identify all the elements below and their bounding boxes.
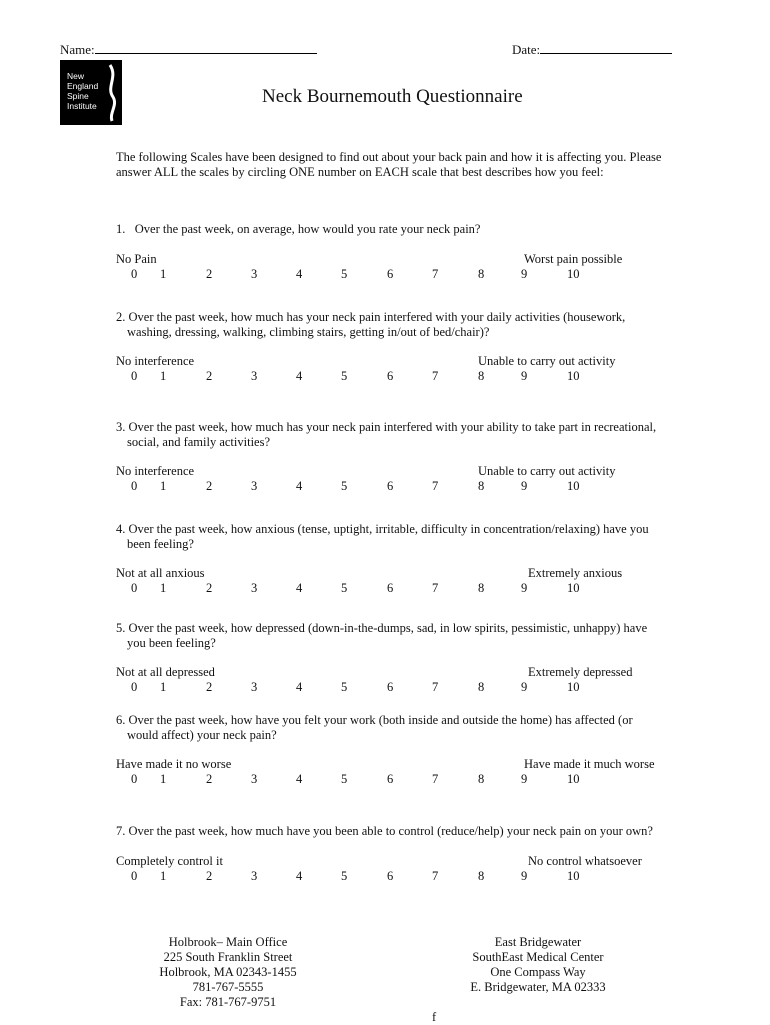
scale-min-label: Completely control it	[116, 854, 223, 868]
scale-option-4[interactable]: 4	[296, 369, 303, 383]
scale-option-1[interactable]: 1	[160, 869, 167, 883]
logo-line-4: Institute	[67, 101, 97, 111]
scale-min-label: Not at all anxious	[116, 566, 205, 580]
logo-text	[67, 71, 98, 111]
scale-min-label: No interference	[116, 354, 195, 368]
scale-option-6[interactable]: 6	[387, 369, 394, 383]
scale-option-1[interactable]: 1	[160, 581, 167, 595]
scale-max-label: Have made it much worse	[524, 757, 655, 771]
scale-option-7[interactable]: 7	[432, 869, 439, 883]
intro-line-2: answer ALL the scales by circling ONE number on EACH scale that best describes how you feel:	[116, 165, 604, 179]
scale-option-2[interactable]: 2	[206, 267, 213, 281]
scale-option-4[interactable]: 4	[296, 267, 303, 281]
date-field	[512, 40, 672, 58]
scale-option-4[interactable]: 4	[296, 479, 303, 493]
question-1	[116, 222, 676, 281]
question-text-continued: you been feeling?	[127, 636, 216, 650]
scale-option-9[interactable]: 9	[521, 772, 528, 786]
scale-option-6[interactable]: 6	[387, 479, 394, 493]
question-2	[116, 310, 676, 383]
scale-min-label: No Pain	[116, 252, 157, 266]
footer-east-bridgewater	[438, 935, 638, 995]
date-line[interactable]	[540, 40, 672, 54]
scale-option-8[interactable]: 8	[478, 369, 485, 383]
scale-option-5[interactable]: 5	[341, 772, 348, 786]
scale-option-3[interactable]: 3	[251, 680, 258, 694]
scale-max-label: Extremely depressed	[528, 665, 633, 679]
scale-option-5[interactable]: 5	[341, 479, 348, 493]
scale-option-10[interactable]: 10	[567, 680, 580, 694]
spine-curve-icon	[106, 63, 120, 123]
scale-option-8[interactable]: 8	[478, 581, 485, 595]
scale-option-10[interactable]: 10	[567, 869, 580, 883]
scale-option-2[interactable]: 2	[206, 369, 213, 383]
scale-option-6[interactable]: 6	[387, 869, 394, 883]
scale-option-1[interactable]: 1	[160, 369, 167, 383]
scale-option-4[interactable]: 4	[296, 581, 303, 595]
scale-option-8[interactable]: 8	[478, 772, 485, 786]
scale-option-3[interactable]: 3	[251, 581, 258, 595]
scale-option-9[interactable]: 9	[521, 680, 528, 694]
rating-scale	[116, 369, 676, 384]
scale-option-9[interactable]: 9	[521, 479, 528, 493]
scale-option-8[interactable]: 8	[478, 869, 485, 883]
scale-option-0[interactable]: 0	[131, 680, 138, 694]
question-3	[116, 420, 676, 493]
question-4	[116, 522, 676, 595]
scale-option-10[interactable]: 10	[567, 479, 580, 493]
scale-option-7[interactable]: 7	[432, 369, 439, 383]
scale-option-2[interactable]: 2	[206, 869, 213, 883]
scale-option-4[interactable]: 4	[296, 772, 303, 786]
question-text: 3. Over the past week, how much has your neck pain interfered with your ability to take part in recreational,	[116, 420, 657, 434]
question-6	[116, 713, 676, 786]
scale-option-10[interactable]: 10	[567, 581, 580, 595]
scale-option-6[interactable]: 6	[387, 581, 394, 595]
east-office-line-1: East Bridgewater	[494, 935, 582, 949]
intro-paragraph	[116, 150, 661, 180]
main-office-line-3: Holbrook, MA 02343-1455	[159, 965, 297, 979]
scale-option-0[interactable]: 0	[131, 267, 138, 281]
rating-scale	[116, 267, 676, 282]
scale-option-5[interactable]: 5	[341, 267, 348, 281]
scale-option-6[interactable]: 6	[387, 680, 394, 694]
main-office-line-5: Fax: 781-767-9751	[179, 995, 277, 1009]
rating-scale	[116, 680, 676, 695]
question-text: 6. Over the past week, how have you felt your work (both inside and outside the home) has affected (or	[116, 713, 633, 727]
scale-option-7[interactable]: 7	[432, 772, 439, 786]
scale-option-3[interactable]: 3	[251, 369, 258, 383]
scale-option-2[interactable]: 2	[206, 680, 213, 694]
main-office-line-1: Holbrook– Main Office	[168, 935, 288, 949]
east-office-line-3: One Compass Way	[490, 965, 586, 979]
scale-option-9[interactable]: 9	[521, 581, 528, 595]
scale-option-6[interactable]: 6	[387, 772, 394, 786]
institute-logo	[60, 60, 122, 125]
scale-max-label: Unable to carry out activity	[478, 354, 616, 368]
question-text-continued: washing, dressing, walking, climbing stairs, getting in/out of bed/chair)?	[127, 325, 490, 339]
scale-option-10[interactable]: 10	[567, 267, 580, 281]
scale-option-4[interactable]: 4	[296, 680, 303, 694]
scale-option-10[interactable]: 10	[567, 369, 580, 383]
logo-line-1: New	[67, 71, 85, 81]
scale-max-label: Worst pain possible	[524, 252, 623, 266]
question-text: 4. Over the past week, how anxious (tense, uptight, irritable, difficulty in concentration/relaxing) have you	[116, 522, 649, 536]
scale-option-0[interactable]: 0	[131, 772, 138, 786]
scale-option-3[interactable]: 3	[251, 479, 258, 493]
east-office-line-2: SouthEast Medical Center	[472, 950, 604, 964]
rating-scale	[116, 772, 676, 787]
scale-max-label: Unable to carry out activity	[478, 464, 616, 478]
scale-option-7[interactable]: 7	[432, 680, 439, 694]
scale-option-5[interactable]: 5	[341, 680, 348, 694]
question-text: 5. Over the past week, how depressed (down-in-the-dumps, sad, in low spirits, pessimistic, unhappy) have	[116, 621, 648, 635]
rating-scale	[116, 581, 676, 596]
question-7	[116, 824, 676, 883]
question-text: 1. Over the past week, on average, how would you rate your neck pain?	[116, 222, 481, 236]
scale-option-4[interactable]: 4	[296, 869, 303, 883]
question-text-continued: social, and family activities?	[127, 435, 271, 449]
scale-option-8[interactable]: 8	[478, 680, 485, 694]
question-text-continued: been feeling?	[127, 537, 194, 551]
scale-option-5[interactable]: 5	[341, 369, 348, 383]
scale-option-0[interactable]: 0	[131, 581, 138, 595]
name-line[interactable]	[95, 40, 317, 54]
logo-line-3: Spine	[67, 91, 89, 101]
scale-max-label: Extremely anxious	[528, 566, 623, 580]
scale-option-10[interactable]: 10	[567, 772, 580, 786]
main-office-line-2: 225 South Franklin Street	[163, 950, 293, 964]
question-5	[116, 621, 676, 694]
scale-option-7[interactable]: 7	[432, 479, 439, 493]
east-office-line-4: E. Bridgewater, MA 02333	[470, 980, 606, 994]
scale-option-3[interactable]: 3	[251, 267, 258, 281]
scale-option-5[interactable]: 5	[341, 581, 348, 595]
scale-option-3[interactable]: 3	[251, 869, 258, 883]
scale-option-1[interactable]: 1	[160, 267, 167, 281]
intro-line-1: The following Scales have been designed to find out about your back pain and how it is affecting you. Please	[116, 150, 662, 164]
main-office-line-4: 781-767-5555	[192, 980, 264, 994]
scale-option-5[interactable]: 5	[341, 869, 348, 883]
name-field	[60, 40, 317, 58]
date-label: Date:	[512, 42, 541, 57]
question-text-continued: would affect) your neck pain?	[127, 728, 277, 742]
scale-min-label: Not at all depressed	[116, 665, 215, 679]
page-mark: f	[432, 1010, 437, 1024]
rating-scale	[116, 869, 676, 884]
footer-main-office	[128, 935, 328, 1010]
logo-line-2: England	[67, 81, 99, 91]
rating-scale	[116, 479, 676, 494]
scale-option-2[interactable]: 2	[206, 772, 213, 786]
scale-option-2[interactable]: 2	[206, 479, 213, 493]
scale-option-2[interactable]: 2	[206, 581, 213, 595]
question-text: 2. Over the past week, how much has your neck pain interfered with your daily activities (housework,	[116, 310, 626, 324]
scale-option-0[interactable]: 0	[131, 869, 138, 883]
scale-option-0[interactable]: 0	[131, 479, 138, 493]
name-label: Name:	[60, 42, 95, 57]
scale-option-7[interactable]: 7	[432, 581, 439, 595]
scale-option-8[interactable]: 8	[478, 267, 485, 281]
question-text: 7. Over the past week, how much have you been able to control (reduce/help) your neck pain on your own?	[116, 824, 653, 838]
scale-option-1[interactable]: 1	[160, 680, 167, 694]
scale-option-0[interactable]: 0	[131, 369, 138, 383]
scale-option-8[interactable]: 8	[478, 479, 485, 493]
scale-option-9[interactable]: 9	[521, 869, 528, 883]
scale-option-3[interactable]: 3	[251, 772, 258, 786]
scale-option-1[interactable]: 1	[160, 479, 167, 493]
scale-min-label: No interference	[116, 464, 195, 478]
page-title: Neck Bournemouth Questionnaire	[262, 86, 523, 107]
scale-option-9[interactable]: 9	[521, 267, 528, 281]
scale-min-label: Have made it no worse	[116, 757, 232, 771]
scale-max-label: No control whatsoever	[528, 854, 642, 868]
scale-option-6[interactable]: 6	[387, 267, 394, 281]
scale-option-9[interactable]: 9	[521, 369, 528, 383]
scale-option-7[interactable]: 7	[432, 267, 439, 281]
scale-option-1[interactable]: 1	[160, 772, 167, 786]
